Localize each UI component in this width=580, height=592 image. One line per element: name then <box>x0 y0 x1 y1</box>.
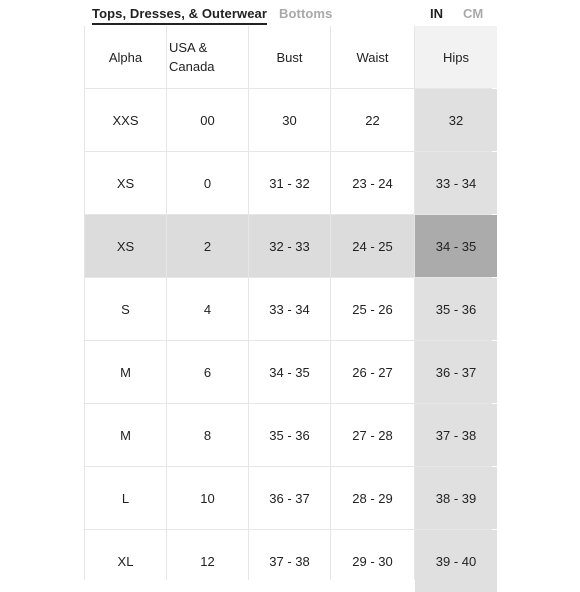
table-cell-waist: 23 - 24 <box>331 152 414 214</box>
table-cell-waist: 29 - 30 <box>331 530 414 592</box>
table-cell-hips: 32 <box>415 89 497 151</box>
table-cell-hips: 34 - 35 <box>415 215 497 277</box>
table-cell-waist: 28 - 29 <box>331 467 414 529</box>
table-cell-bust: 37 - 38 <box>249 530 330 592</box>
table-cell-usa-canada: 0 <box>167 152 248 214</box>
column-header-hips: Hips <box>415 26 497 88</box>
tab-bottoms[interactable]: Bottoms <box>279 6 333 21</box>
table-cell-bust: 30 <box>249 89 330 151</box>
column-header-usa-canada <box>167 26 248 88</box>
table-cell-waist: 24 - 25 <box>331 215 414 277</box>
unit-toggle-in[interactable]: IN <box>430 6 443 21</box>
table-cell-usa-canada: 8 <box>167 404 248 466</box>
table-cell-bust: 36 - 37 <box>249 467 330 529</box>
table-cell-usa-canada: 2 <box>167 215 248 277</box>
table-cell-usa-canada: 12 <box>167 530 248 592</box>
table-cell-usa-canada: 00 <box>167 89 248 151</box>
table-cell-waist: 25 - 26 <box>331 278 414 340</box>
table-cell-hips: 33 - 34 <box>415 152 497 214</box>
table-cell-waist: 22 <box>331 89 414 151</box>
table-cell-hips: 37 - 38 <box>415 404 497 466</box>
table-cell-alpha: XXS <box>85 89 166 151</box>
table-cell-alpha: L <box>85 467 166 529</box>
table-cell-bust: 35 - 36 <box>249 404 330 466</box>
column-header-waist: Waist <box>331 26 414 88</box>
table-cell-hips: 35 - 36 <box>415 278 497 340</box>
table-cell-bust: 32 - 33 <box>249 215 330 277</box>
table-cell-alpha: XL <box>85 530 166 592</box>
column-header-bust: Bust <box>249 26 330 88</box>
column-header-usa-canada-label: USA & Canada <box>169 40 215 74</box>
table-cell-waist: 27 - 28 <box>331 404 414 466</box>
table-cell-bust: 33 - 34 <box>249 278 330 340</box>
table-cell-usa-canada: 4 <box>167 278 248 340</box>
table-cell-alpha: XS <box>85 215 166 277</box>
size-chart-toolbar <box>0 0 580 26</box>
table-cell-alpha: M <box>85 341 166 403</box>
table-cell-bust: 34 - 35 <box>249 341 330 403</box>
size-chart-table <box>84 26 492 580</box>
table-cell-hips: 36 - 37 <box>415 341 497 403</box>
table-cell-bust: 31 - 32 <box>249 152 330 214</box>
table-cell-waist: 26 - 27 <box>331 341 414 403</box>
table-cell-usa-canada: 6 <box>167 341 248 403</box>
unit-toggle-cm[interactable]: CM <box>463 6 484 21</box>
tab-tops-dresses-outerwear[interactable]: Tops, Dresses, & Outerwear <box>92 6 267 25</box>
table-cell-alpha: XS <box>85 152 166 214</box>
table-cell-alpha: S <box>85 278 166 340</box>
table-cell-usa-canada: 10 <box>167 467 248 529</box>
table-cell-hips: 38 - 39 <box>415 467 497 529</box>
table-cell-alpha: M <box>85 404 166 466</box>
table-cell-hips: 39 - 40 <box>415 530 497 592</box>
column-header-alpha: Alpha <box>85 26 166 88</box>
